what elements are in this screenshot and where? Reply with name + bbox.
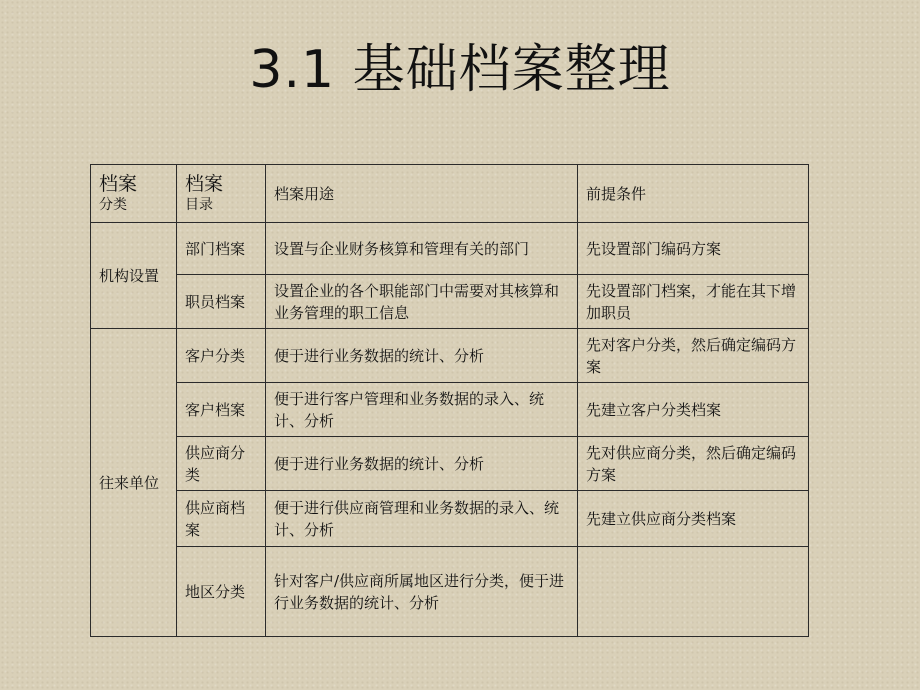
table-row — [91, 491, 809, 547]
table-row — [91, 275, 809, 329]
purpose-cell: 设置企业的各个职能部门中需要对其核算和业务管理的职工信息 — [266, 275, 578, 329]
table-row — [91, 223, 809, 275]
prerequisite-cell: 先建立客户分类档案 — [578, 383, 809, 437]
purpose-cell: 针对客户/供应商所属地区进行分类，便于进行业务数据的统计、分析 — [266, 547, 578, 637]
header-category-line2: 分类 — [99, 196, 127, 213]
catalog-cell: 供应商档案 — [177, 491, 266, 547]
table-row — [91, 329, 809, 383]
table-header-row — [91, 165, 809, 223]
catalog-cell: 部门档案 — [177, 223, 266, 275]
prerequisite-cell: 先对客户分类，然后确定编码方案 — [578, 329, 809, 383]
prerequisite-cell: 先对供应商分类，然后确定编码方案 — [578, 437, 809, 491]
prerequisite-cell: 先建立供应商分类档案 — [578, 491, 809, 547]
purpose-cell: 便于进行客户管理和业务数据的录入、统计、分析 — [266, 383, 578, 437]
catalog-cell: 客户档案 — [177, 383, 266, 437]
header-catalog-line1: 档案 — [185, 172, 224, 195]
catalog-cell: 客户分类 — [177, 329, 266, 383]
table-row — [91, 547, 809, 637]
catalog-cell: 地区分类 — [177, 547, 266, 637]
prerequisite-cell: 先设置部门编码方案 — [578, 223, 809, 275]
purpose-cell: 便于进行业务数据的统计、分析 — [266, 329, 578, 383]
table-row — [91, 383, 809, 437]
prerequisite-cell — [578, 547, 809, 637]
header-prerequisite: 前提条件 — [578, 165, 809, 223]
catalog-cell: 供应商分类 — [177, 437, 266, 491]
table-row — [91, 437, 809, 491]
header-category — [91, 165, 177, 223]
archive-table — [90, 164, 809, 637]
prerequisite-cell: 先设置部门档案，才能在其下增加职员 — [578, 275, 809, 329]
slide-title: 3.1 基础档案整理 — [249, 40, 671, 100]
header-purpose: 档案用途 — [266, 165, 578, 223]
purpose-cell: 设置与企业财务核算和管理有关的部门 — [266, 223, 578, 275]
category-cell: 机构设置 — [91, 223, 177, 329]
header-catalog — [177, 165, 266, 223]
category-cell: 往来单位 — [91, 329, 177, 637]
header-category-line1: 档案 — [99, 172, 138, 195]
purpose-cell: 便于进行业务数据的统计、分析 — [266, 437, 578, 491]
catalog-cell: 职员档案 — [177, 275, 266, 329]
purpose-cell: 便于进行供应商管理和业务数据的录入、统计、分析 — [266, 491, 578, 547]
header-catalog-line2: 目录 — [185, 196, 213, 213]
